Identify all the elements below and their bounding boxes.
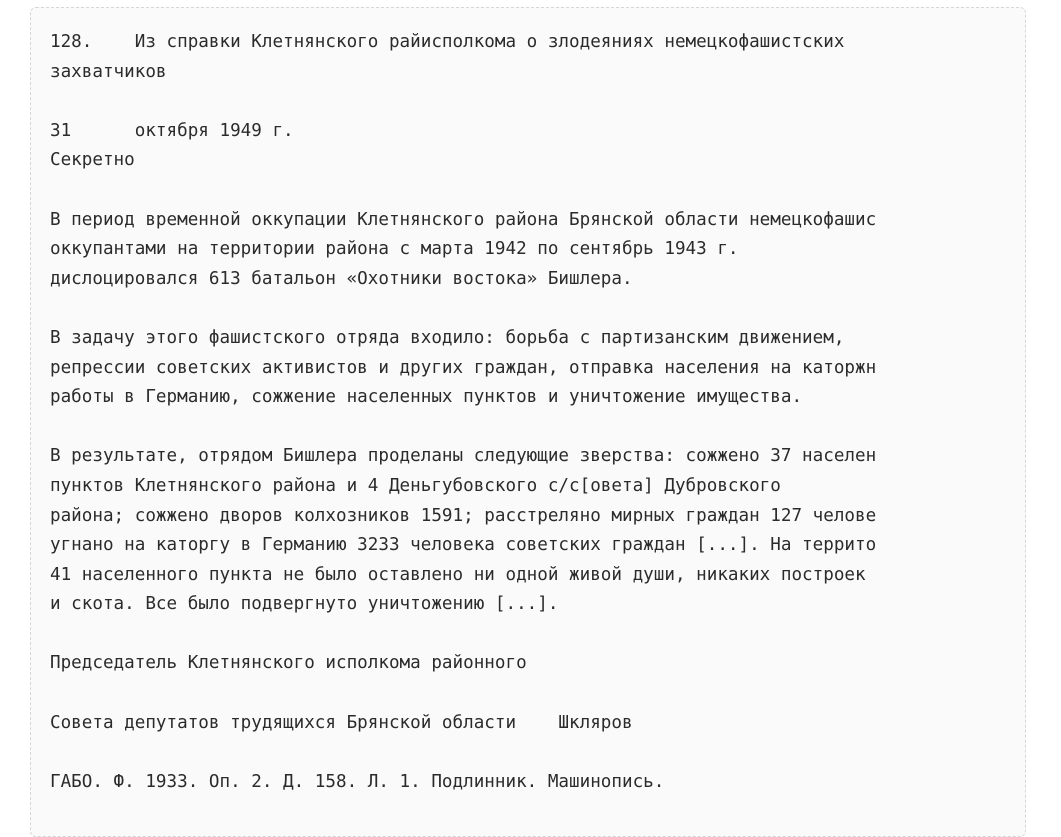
paragraph-2-line-3: работы в Германию, сожжение населенных пунктов и уничтожение имущества. <box>50 387 803 408</box>
blank-line <box>50 176 876 206</box>
blank-line <box>50 294 876 324</box>
date-line: 31 октября 1949 г. <box>50 120 294 141</box>
paragraph-3-line-1: В результате, отрядом Бишлера проделаны следующие зверства: сожжено 37 населен <box>50 446 877 467</box>
heading-line-2: захватчиков <box>50 61 167 82</box>
paragraph-2-line-1: В задачу этого фашистского отряда входило: борьба с партизанским движением, <box>50 327 845 348</box>
paragraph-2-line-2: репрессии советских активистов и других граждан, отправка населения на каторжн <box>50 357 877 378</box>
document-text <box>50 28 876 797</box>
paragraph-3-line-4: угнано на каторгу в Германию 3233 человека советских граждан [...]. На террито <box>50 535 877 556</box>
paragraph-3-line-2: пунктов Клетнянского района и 4 Деньгубовского с/с[овета] Дубровского <box>50 475 781 496</box>
blank-line <box>50 620 876 650</box>
paragraph-3-line-6: и скота. Все было подвергнуто уничтожению [...]. <box>50 594 559 615</box>
paragraph-1-line-3: дислоцировался 613 батальон «Охотники востока» Бишлера. <box>50 268 633 289</box>
paragraph-1-line-1: В период временной оккупации Клетнянского района Брянской области немецкофашис <box>50 209 877 230</box>
archive-reference-line: ГАБО. Ф. 1933. Оп. 2. Д. 158. Л. 1. Подлинник. Машинопись. <box>50 771 665 792</box>
blank-line <box>50 87 876 117</box>
classification-line: Секретно <box>50 150 135 171</box>
paragraph-1-line-2: оккупантами на территории района с марта 1942 по сентябрь 1943 г. <box>50 239 739 260</box>
blank-line <box>50 738 876 768</box>
blank-line <box>50 679 876 709</box>
heading-line-1: 128. Из справки Клетнянского райисполкома о злодеяниях немецкофашистских <box>50 32 845 52</box>
paragraph-3-line-3: района; сожжено дворов колхозников 1591; расстреляно мирных граждан 127 челове <box>50 505 877 526</box>
signature-title-line: Председатель Клетнянского исполкома районного <box>50 653 527 674</box>
blank-line <box>50 413 876 443</box>
signature-name-line: Совета депутатов трудящихся Брянской области Шкляров <box>50 712 633 733</box>
paragraph-3-line-5: 41 населенного пункта не было оставлено ни одной живой души, никаких построек <box>50 564 866 585</box>
code-block <box>30 7 1026 837</box>
